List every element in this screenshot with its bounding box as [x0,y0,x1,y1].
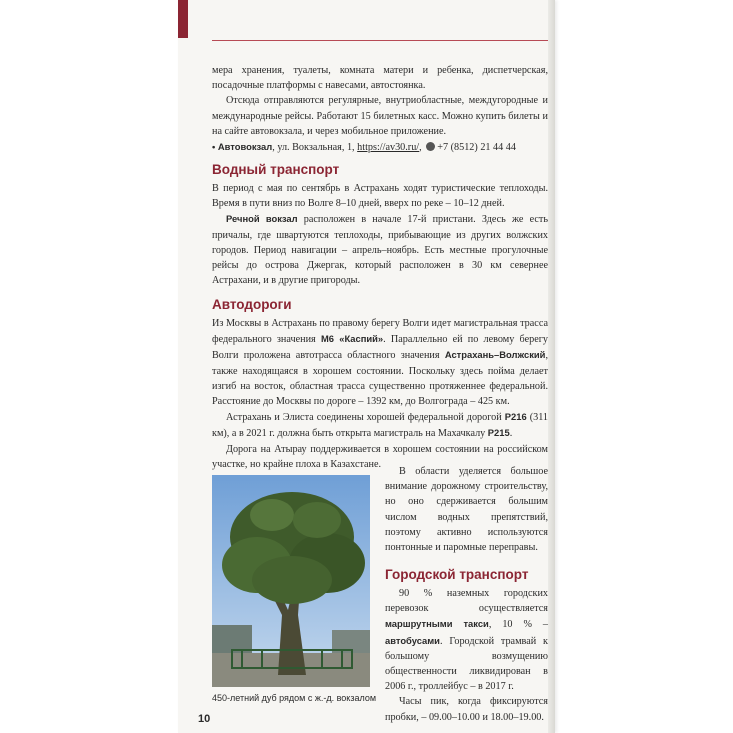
roads-p2-b: (311 км), а в 2021 г. должна быть открыта магистраль на Махачкалу [212,412,549,440]
water-heading: Водный транспорт [212,162,340,177]
station-phone: +7 (8512) 21 44 44 [437,142,516,154]
city-p1-c: . Городской трамвай к большому возмущению общественности ликвидирован в 2006 г., троллейбус – в 2017 г. [385,635,548,693]
oak-tree-photo [212,475,370,687]
city-p1-b: , 10 % – [488,619,548,631]
bus-term: автобусами [385,634,440,646]
header-rule [212,40,548,41]
chapter-tab [178,0,188,38]
minibus-term: маршрутными такси [385,618,489,630]
water-paragraph-2 [212,211,548,288]
station-line: • Автовокзал, ул. Вокзальная, 1, https://av30.ru/, +7 (8512) 21 44 44 [212,141,516,154]
roads-paragraph-3: Дорога на Атырау поддерживается в хорошем состоянии на российском участке, но крайне плоха в Казахстане. [212,443,548,470]
intro-paragraph-2: Отсюда отправляются регулярные, внутриобластные, междугородные и международные рейсы. Работают 15 билетных касс. Можно купить билеты и на сайте автовокзала, и через мобильное приложение. [212,95,548,137]
station-url-link[interactable]: https://av30.ru/ [357,142,420,154]
city-p1-a: 90 % наземных городских перевозок осуществляется [385,588,548,615]
roads-paragraph-2 [212,409,548,441]
water-paragraph-1: В период с мая по сентябрь в Астрахань ходят туристические теплоходы. Время в пути вниз по Волге 8–10 дней, вверх по реке – 10–12 дней. [212,183,548,210]
city-block [385,586,548,725]
phone-icon [426,142,435,151]
river-station-term: Речной вокзал [226,213,298,225]
city-paragraph-2: Часы пик, когда фиксируются пробки, – 09.00–10.00 и 18.00–19.00. [385,696,548,723]
roads-side-block [385,464,548,555]
city-heading: Городской транспорт [385,567,529,582]
photo-caption: 450-летний дуб рядом с ж.-д. вокзалом [212,693,377,703]
water-paragraph-2-text: расположен в начале 17-й пристани. Здесь же есть причалы, где швартуются теплоходы, прибывающие из других волжских городов. Период навигации – апрель–ноябрь. Есть местные прогулочные рейсы до острова Джергак, который расположен в 30 км севернее Астрахани, и в другие пригороды. [212,214,549,287]
roads-paragraph-4: В области уделяется большое внимание дорожному строительству, но оно сдерживается большим числом водных препятствий, поэтому активно используются понтонные и паромные переправы. [385,466,548,554]
roads-paragraph-1 [212,316,548,409]
station-name: Автовокзал [217,141,273,153]
roads-p2-a: Астрахань и Элиста соединены хорошей федеральной дорогой [226,412,505,424]
water-block [212,181,548,288]
roads-p2-c: . [509,428,513,440]
page-number: 10 [198,713,211,725]
roads-block [212,316,548,472]
roads-p1-c: , также находящаяся в хорошем состоянии. Поскольку здесь пойма делает изгиб на восток, областная трасса существенно протяженнее федеральной. Расстояние до Москвы по дороге – 1392 км, до Волгограда – 425 км. [212,350,548,408]
intro-block [212,63,548,155]
city-paragraph-1 [385,586,548,694]
page-gutter [548,0,555,733]
road-m6-term: М6 «Каспий» [320,333,384,345]
roads-heading: Автодороги [212,297,292,312]
roads-p1-b: . Параллельно ей по левому берегу Волги проложена автотрасса областного значения [212,334,548,362]
road-regional-term: Астрахань–Волжский [444,349,546,361]
station-bullet: • [212,141,216,153]
intro-paragraph-1: мера хранения, туалеты, комната матери и ребенка, диспетчерская, посадочные платформы с навесами, автостоянка. [212,65,548,92]
station-address: , ул. Вокзальная, 1, [272,142,355,154]
road-r216-term: Р216 [504,411,527,423]
roads-p1-a: Из Москвы в Астрахань по правому берегу Волги идет магистральная трасса федерального значения [212,318,548,346]
road-r215-term: Р215 [487,427,510,439]
